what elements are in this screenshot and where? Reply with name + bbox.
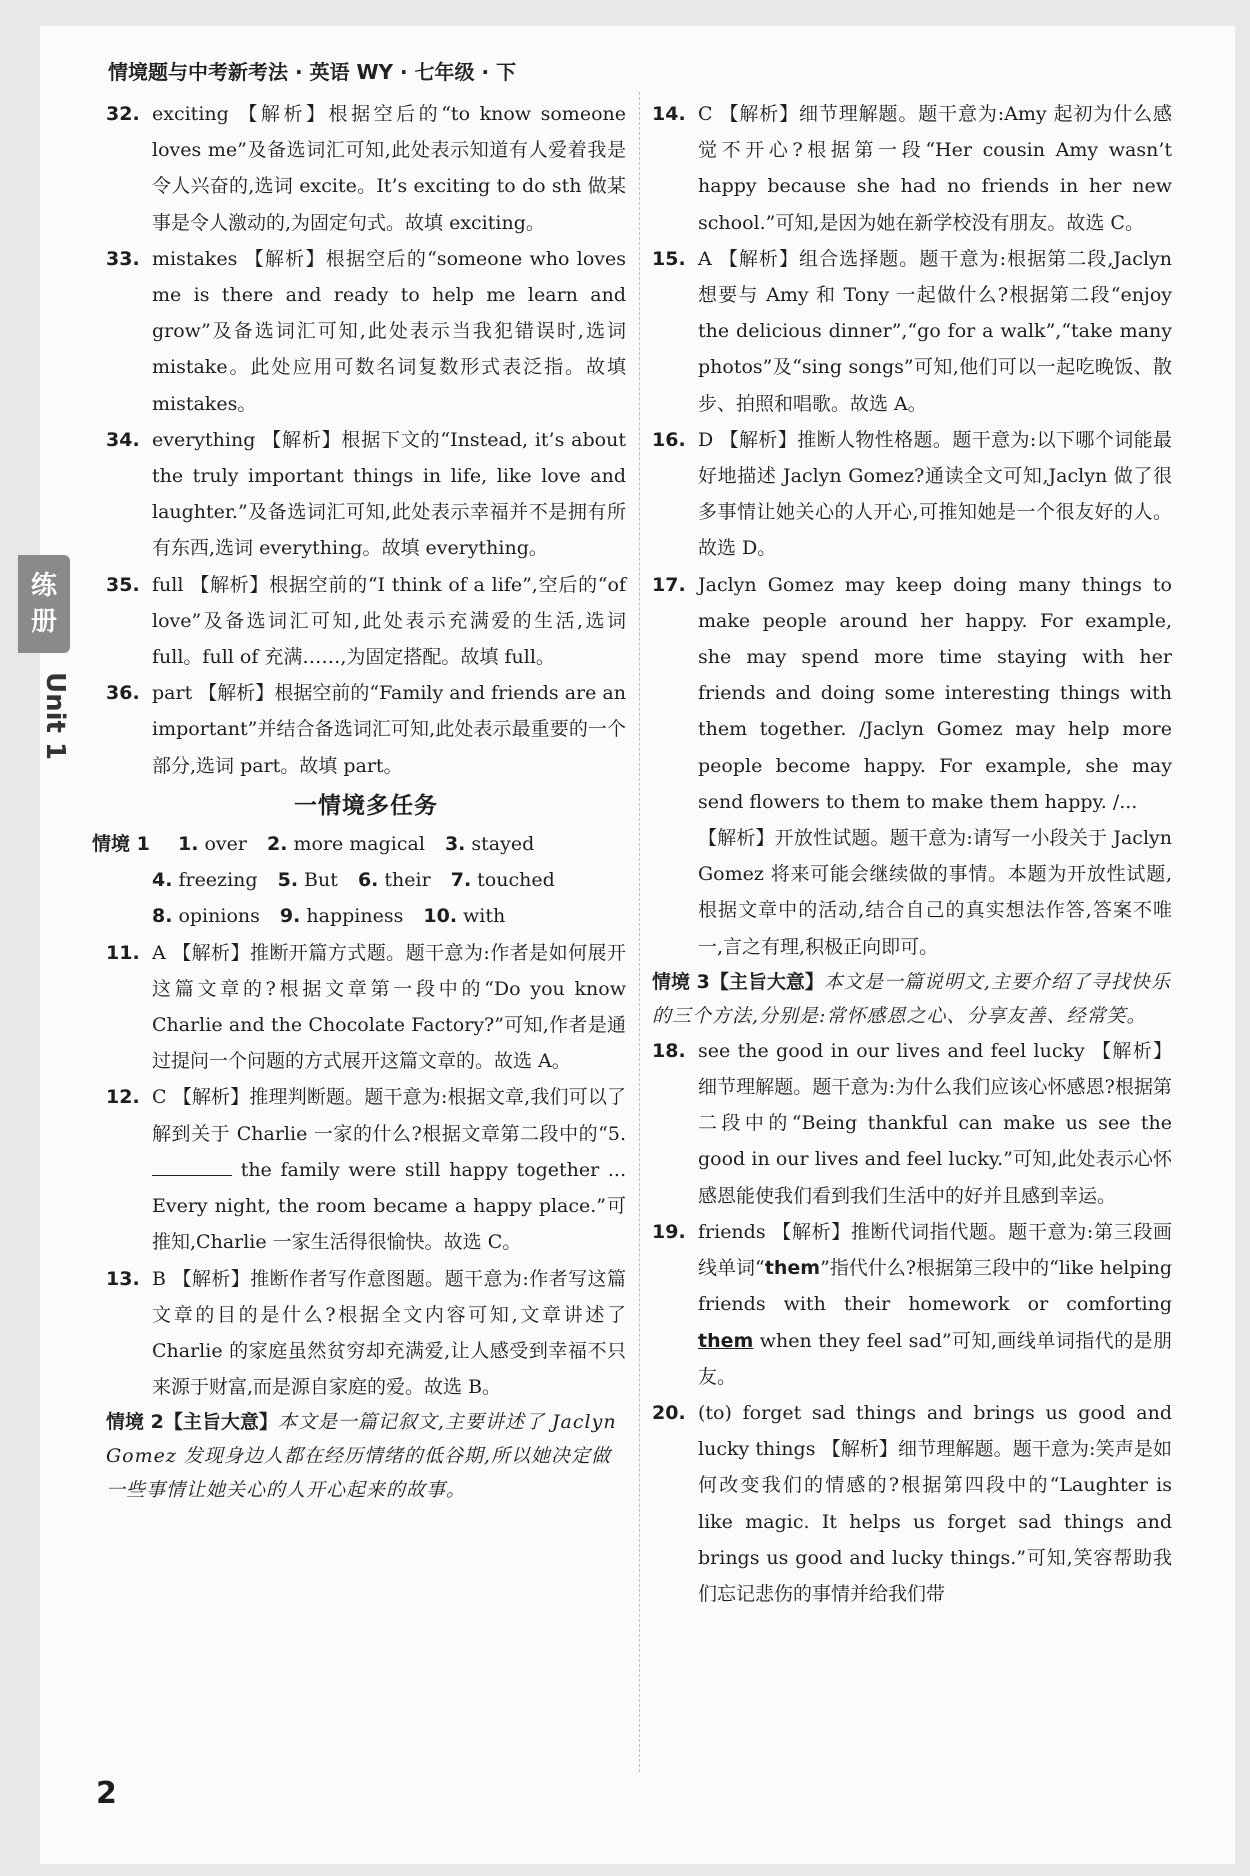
answer-text: part 【解析】根据空前的“Family and friends are an important”并结合备选词汇可知,此处表示最重要的一个部分,选词 part。故填 part。 [152,682,626,777]
answer-19 [652,1214,1172,1395]
answer-text: A 【解析】推断开篇方式题。题干意为:作者是如何展开这篇文章的?根据文章第一段中的“Do you know Charlie and the Chocolate Factory?”可知,作者是通过提问一个问题的方式展开这篇文章的。故选 A。 [152,941,626,1073]
answer-13 [106,1261,626,1406]
answer-text-cont: the family were still happy together ... Every night, the room became a happy place.”可推知,Charlie 一家生活得很愉快。故选 C。 [152,1158,626,1254]
blank-answer: freezing [178,869,258,892]
answer-text: exciting 【解析】根据空后的“to know someone loves me”及备选词汇可知,此处表示知道有人爱着我是令人兴奋的,选词 excite。It’s exciting to do sth 做某事是令人激动的,为固定句式。故填 exciting。 [152,103,626,234]
question-number: 15. [652,247,686,270]
answer-text: B 【解析】推断作者写作意图题。题干意为:作者写这篇文章的目的是什么?根据全文内容可知,文章讲述了 Charlie 的家庭虽然贫穷却充满爱,让人感受到幸福不只来源于财富,而是源自家庭的爱。故选 B。 [152,1267,626,1399]
side-tab-line1: 练 [30,571,57,601]
blank-answer: their [384,869,431,892]
underlined-word: them [698,1329,754,1352]
blank-number: 3. [444,833,466,856]
scene-1-answers [92,826,626,935]
answer-17 [652,567,1172,820]
question-number: 32. [106,103,140,125]
answer-11 [106,935,626,1080]
question-number: 20. [652,1401,686,1424]
answer-text: everything 【解析】根据下文的“Instead, it’s about the truly important things in life, like love and laughter.”及备选词汇可知,此处表示幸福并不是拥有所有东西,选词 everything。故填 everything。 [152,428,626,560]
answer-36 [106,675,626,784]
answer-18 [652,1033,1172,1214]
blank-answer: But [304,869,338,892]
page-number: 2 [96,1776,117,1811]
side-tab-line2: 册 [30,607,57,637]
blank-number: 8. [152,905,173,928]
question-number: 35. [106,573,140,596]
scene-1-row [92,826,626,862]
blank-number: 7. [450,869,472,892]
column-divider [639,92,640,1772]
blank-answer: happiness [306,905,404,928]
blank-number: 9. [279,905,301,928]
side-unit-label: Unit 1 [40,672,70,761]
question-number: 36. [106,682,140,705]
blank-answer: over [204,833,247,856]
page-header: 情境题与中考新考法 · 英语 WY · 七年级 · 下 [108,60,517,84]
blank-number: 1. [178,833,199,856]
section-title: 一情境多任务 [294,792,438,819]
answer-text: full 【解析】根据空前的“I think of a life”,空后的“of love”及备选词汇可知,此处表示充满爱的生活,选词 full。full of 充满……,为固定搭配。故填 full。 [152,573,626,669]
answer-text: C 【解析】细节理解题。题干意为:Amy 起初为什么感觉不开心?根据第一段“Her cousin Amy wasn’t happy because she had no friends in her new school.”可知,是因为她在新学校没有朋友。故选 C。 [698,103,1172,234]
question-number: 16. [652,428,686,451]
answer-text-cont: ”指代什么?根据第三段中的“like helping friends with their homework or comforting [698,1257,1173,1316]
scene-label: 情境 3【主旨大意】 [652,970,824,993]
answer-text: C 【解析】推理判断题。题干意为:根据文章,我们可以了解到关于 Charlie 一家的什么?根据文章第二段中的“5. [152,1086,626,1145]
question-number: 11. [106,941,140,964]
question-number: 14. [652,103,686,125]
answer-16 [652,422,1172,567]
answer-20 [652,1395,1172,1612]
question-number: 33. [106,247,140,270]
answer-34 [106,422,626,567]
analysis-text: 【解析】开放性试题。题干意为:请写一小段关于 Jaclyn Gomez 将来可能会继续做的事情。本题为开放性试题,根据文章中的活动,结合自己的真实想法作答,答案不唯一,言之有理,积极正向即可。 [698,827,1172,958]
question-number: 34. [106,428,140,451]
answer-33 [106,241,626,422]
scene-label: 情境 1 [92,833,150,856]
answer-14 [652,96,1172,241]
scene-1-row [106,862,626,898]
main-idea-text: 本文是一篇记叙文,主要讲述了 Jaclyn Gomez 发现身边人都在经历情绪的低谷期,所以她决定做一些事情让她关心的人开心起来的故事。 [106,1411,617,1502]
question-number: 18. [652,1039,686,1062]
question-number: 13. [106,1267,140,1290]
blank-answer: with [463,905,506,928]
blank-number: 6. [357,869,379,892]
scene-2-main-idea [106,1405,626,1507]
question-number: 17. [652,573,686,596]
answer-12 [106,1079,626,1260]
scene-1-row [106,898,626,934]
scene-3-main-idea [652,965,1172,1033]
main-idea-text: 本文是一篇说明文,主要介绍了寻找快乐的三个方法,分别是:常怀感恩之心、分享友善、经常笑。 [652,970,1171,1027]
answer-text: see the good in our lives and feel lucky 【解析】细节理解题。题干意为:为什么我们应该心怀感恩?根据第二段中的“Being thankful can make us see the good in our lives and feel lucky.”可知,此处表示心怀感恩能使我们看到我们生活中的好并且感到幸运。 [698,1039,1172,1207]
right-column [652,96,1172,1612]
answer-text: A 【解析】组合选择题。题干意为:根据第二段,Jaclyn 想要与 Amy 和 Tony 一起做什么?根据第二段“enjoy the delicious dinner”,“go for a walk”,“take many photos”及“sing songs”可知,他们可以一起吃晚饭、散步、拍照和唱歌。故选 A。 [698,247,1172,415]
answer-text: D 【解析】推断人物性格题。题干意为:以下哪个词能最好地描述 Jaclyn Gomez?通读全文可知,Jaclyn 做了很多事情让她关心的人开心,可推知她是一个很友好的人。故选 D。 [698,428,1172,560]
blank-number: 10. [423,905,458,928]
left-column [92,96,626,1507]
blank-number: 5. [277,869,299,892]
blank-number: 4. [152,869,173,892]
analysis-17 [652,820,1172,965]
blank-answer: opinions [178,905,260,928]
blank-answer: touched [477,869,555,892]
answer-35 [106,567,626,676]
answer-text: mistakes 【解析】根据空后的“someone who loves me is there and ready to help me learn and grow”及备选词汇可知,此处表示当我犯错误时,选词 mistake。此处应用可数名词复数形式表泛指。故填 mistakes。 [152,247,626,415]
blank-line [152,1157,232,1176]
answer-15 [652,241,1172,422]
answer-text-end: when they feel sad”可知,画线单词指代的是朋友。 [698,1329,1172,1388]
blank-answer: more magical [293,833,425,856]
answer-text: friends 【解析】推断代词指代题。题干意为:第三段画线单词“ [698,1220,1172,1280]
question-number: 12. [106,1086,140,1109]
question-number: 19. [652,1220,686,1243]
highlighted-word: them [764,1257,821,1280]
blank-answer: stayed [471,833,535,856]
scene-label: 情境 2【主旨大意】 [106,1411,278,1434]
blank-number: 2. [267,833,288,856]
answer-text: Jaclyn Gomez may keep doing many things to make people around her happy. For example, she may spend more time staying with her friends and doing some interesting things with them together. /Jaclyn Gomez may help more people become happy. For example, she may send flowers to them to make them happy. /... [698,573,1172,813]
side-tab [18,555,70,653]
answer-32 [106,96,626,241]
answer-text: (to) forget sad things and brings us good and lucky things 【解析】细节理解题。题干意为:笑声是如何改变我们的情感的?根据第四段中的“Laughter is like magic. It helps us forget sad things and brings us good and lucky things.”可知,笑容帮助我们忘记悲伤的事情并给我们带 [698,1401,1172,1605]
